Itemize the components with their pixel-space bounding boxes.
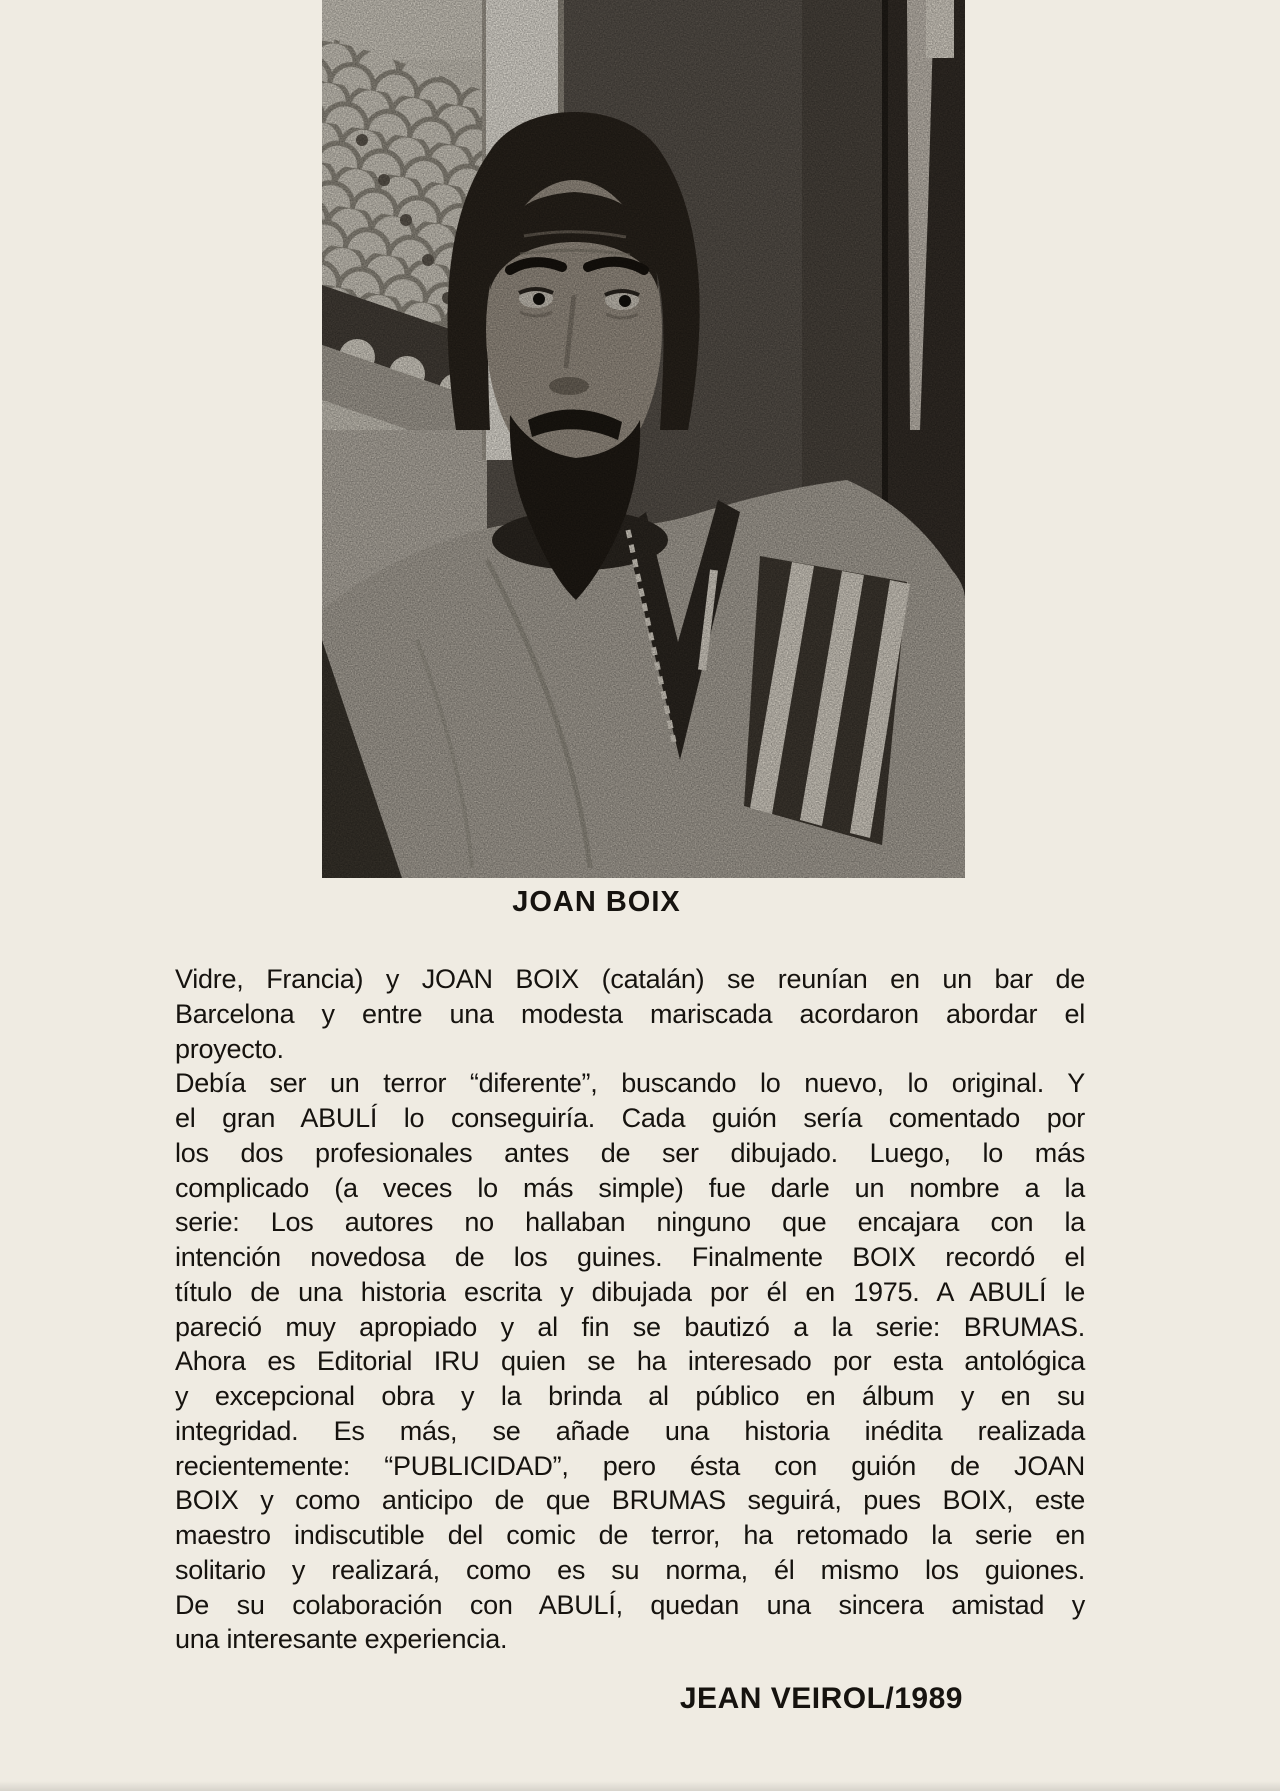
body-text-line: Ahora es Editorial IRU quien se ha interesado por esta antológica [175,1346,1085,1377]
byline: JEAN VEIROL/1989 [679,1682,963,1715]
body-text-line: los dos profesionales antes de ser dibujado. Luego, lo más [175,1137,1085,1168]
body-text-line: BOIX y como anticipo de que BRUMAS seguirá, pues BOIX, este [175,1485,1085,1516]
body-text-line: Vidre, Francia) y JOAN BOIX (catalán) se reunían en un bar de [175,964,1085,994]
body-text-line: serie: Los autores no hallaban ninguno que encajara con la [175,1207,1085,1238]
article-text [175,962,1085,1657]
body-text-line: recientemente: “PUBLICIDAD”, pero ésta con guión de JOAN [175,1450,1085,1481]
photo-grain [322,0,965,878]
portrait-photo [322,0,965,878]
body-text-line: título de una historia escrita y dibujada por él en 1975. A ABULÍ le [175,1276,1085,1307]
body-text-line: el gran ABULÍ lo conseguiría. Cada guión sería comentado por [175,1103,1085,1133]
body-text-line: De su colaboración con ABULÍ, quedan una sincera amistad y [175,1589,1085,1620]
body-text-line: solitario y realizará, como es su norma, él mismo los guiones. [175,1554,1085,1585]
body-text-line: Debía ser un terror “diferente”, buscando lo nuevo, lo original. Y [175,1068,1085,1099]
body-text-line: proyecto. [175,1033,284,1064]
body-text-line: maestro indiscutible del comic de terror, ha retomado la serie en [175,1520,1085,1550]
body-text-line: complicado (a veces lo más simple) fue darle un nombre a la [175,1172,1085,1203]
body-text-line: y excepcional obra y la brinda al público en álbum y en su [175,1381,1085,1411]
portrait-photo-art [322,0,965,878]
body-text-line: intención novedosa de los guines. Finalmente BOIX recordó el [175,1242,1085,1272]
body-text-line: integridad. Es más, se añade una historia inédita realizada [175,1415,1085,1446]
body-text-line: una interesante experiencia. [175,1624,508,1655]
body-text-line: pareció muy apropiado y al fin se bautizó a la serie: BRUMAS. [175,1311,1085,1342]
body-text-line: Barcelona y entre una modesta mariscada acordaron abordar el [175,998,1085,1029]
photo-caption: JOAN BOIX [512,886,681,918]
